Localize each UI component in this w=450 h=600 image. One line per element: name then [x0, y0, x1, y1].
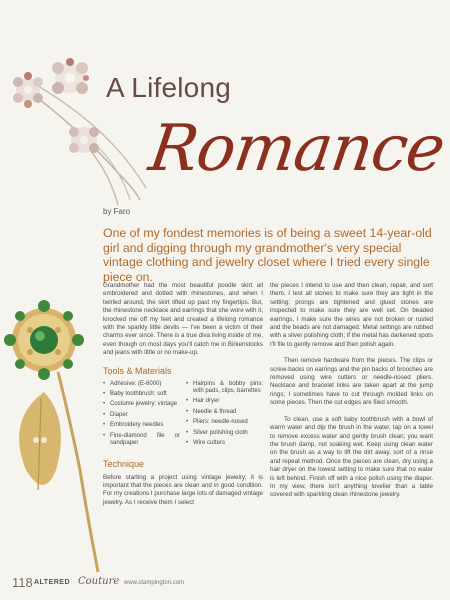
material-item: • Embroidery needles [103, 422, 180, 429]
page-number: 118 [12, 575, 33, 590]
technique-heading: Technique [103, 458, 145, 469]
magazine-name-script: Couture [78, 576, 120, 587]
right-column [270, 282, 433, 508]
material-item: • Hair dryer [186, 398, 263, 405]
crystal-flower-2 [52, 58, 89, 94]
body-paragraph: Before starting a project using vintage jewelry, it is important that the pieces are clean and in good condition. For my creations I purchase large lots of damaged vintage jewelry. As I receive them I select [103, 473, 263, 506]
title-line-1: A Lifelong [106, 72, 231, 103]
material-item: • Baby toothbrush: soft [103, 391, 180, 398]
materials-col-2 [186, 381, 263, 451]
crystal-flower-1 [13, 72, 43, 108]
materials-list [103, 381, 263, 451]
gold-leaf [19, 392, 61, 490]
material-item: • Hairpins & bobby pins: with pads, clips, barrettes [186, 381, 263, 396]
gold-pin [58, 372, 98, 572]
green-brooch [4, 300, 84, 380]
website-url: www.stampington.com [124, 580, 185, 586]
page-footer [12, 575, 312, 589]
material-item: • Silver polishing cloth [186, 430, 263, 437]
title-line-2: Romance [144, 112, 449, 186]
body-paragraph: the pieces I intend to use and then clean, repair, and sort them. I test all stones to make sure they are tight in the setting; prongs are tightened and glued stones are inspected to make sure they are well set. On beaded earrings, I make sure the wires are not broken or rusted and the beads are not damaged. Metal settings are rubbed with a silver polishing cloth; if the metal has darkened spots I'll file to gently remove and then polish again. [270, 282, 433, 348]
body-paragraph: Then remove hardware from the pieces. The clips or screw-backs on earrings and the pin backs of brooches are removed using wire cutters or needle-nosed pliers. Necklace and bracelet links are taken apart at the jump rings; I sometimes have to cut through molded links on some pieces. Then the cut edges are filed smooth. [270, 357, 433, 407]
material-item: • Wire cutters [186, 440, 263, 447]
material-item: • Fine-diamond file or sandpaper [103, 433, 180, 448]
left-column [103, 282, 263, 515]
crystal-flower-3 [69, 127, 99, 153]
hairpin-wire-4 [96, 145, 130, 200]
intro-paragraph: One of my fondest memories is of being a sweet 14-year-old girl and digging through my grandmother's very special vintage clothing and jewelry closet where I tried every single piece on. [103, 226, 432, 284]
material-item: • Needle & thread [186, 409, 263, 416]
tools-heading: Tools & Materials [103, 365, 172, 376]
materials-col-1 [103, 381, 180, 451]
material-item: • Costume jewelry: vintage [103, 401, 180, 408]
material-item: • Adhesive: (E-6000) [103, 381, 180, 388]
byline: by Faro [103, 207, 131, 216]
body-paragraph: To clean, use a soft baby toothbrush with a bowl of warm water and dip the brush in the water, tap on a towel to remove excess water and gently brush clean; you want the brush damp, not soaking wet. Keep using clean water on the brush as a way to lift the dirt away, sort of a rinse and repeat method. Once the pieces are clean, dry using a hair dryer on the lowest setting to make sure that no water is left behind. Finish off with a nice polish using the diaper. In my view, there isn't anything lovelier than a table covered with sparkling clean rhinestone jewelry. [270, 415, 433, 499]
body-paragraph: Grandmother had the most beautiful poodle skirt all embroidered and dotted with rhinestones, and when I twirled around, the skirt lifted up past my fingertips. But, the rhinestone necklace and earrings that she wore with it, knocked me off my feet and created a lifelong romance with the sparkly little devils — I've been a victim of their charms ever since. There is a true diva living inside of me, even though on most days you'll catch me in Birkenstocks and jeans with little or no make-up. [103, 282, 263, 357]
magazine-name: ALTERED [34, 579, 71, 586]
material-item: • Pliers: needle-nosed [186, 419, 263, 426]
material-item: • Diaper [103, 412, 180, 419]
